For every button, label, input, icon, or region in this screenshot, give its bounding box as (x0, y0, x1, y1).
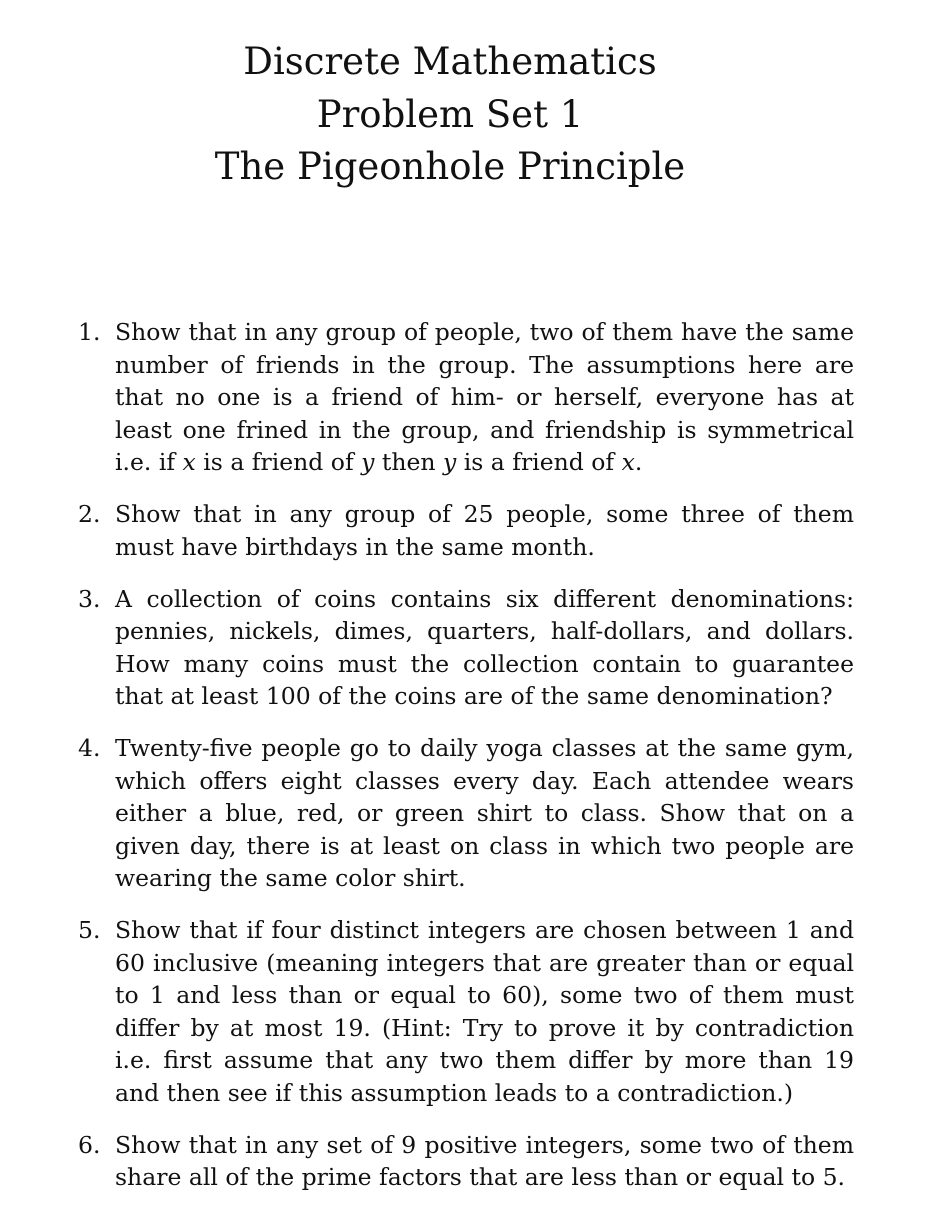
topic-title: The Pigeonhole Principle (214, 145, 686, 188)
math-variable: y (361, 448, 375, 476)
problem-text-part: is a friend of (456, 448, 622, 476)
problem-text: A collection of coins contains six different denominations: pennies, nickels, dimes, quarters, half-dollars, and dollars. How many coins must the collection contain to guarantee that at least 100 of the coins are of the same denomination? (115, 584, 854, 710)
problem-item-2 (78, 498, 854, 563)
problem-text-part: then (374, 448, 443, 476)
problem-text (115, 318, 854, 476)
problem-item-5 (78, 914, 854, 1109)
problem-text: Twenty-five people go to daily yoga classes at the same gym, which offers eight classes every day. Each attendee wears either a blue, red, or green shirt to class. Show that on a given day, there is at least on class in which two people are wearing the same color shirt. (115, 734, 854, 892)
problem-number: 2. (78, 500, 101, 528)
problem-item-4 (78, 732, 854, 895)
document-title (0, 36, 900, 194)
problem-number: 6. (78, 1130, 101, 1159)
problem-text-part: is a friend of (195, 448, 362, 476)
problem-text: Show that in any set of 9 positive integers, some two of them share all of the prime factors that are less than or equal to 5. (115, 1130, 854, 1191)
problem-item-1 (78, 316, 854, 479)
problem-set-title: Problem Set 1 (316, 92, 584, 136)
problem-number: 1. (78, 318, 101, 346)
problem-item-3 (78, 583, 854, 713)
problem-text-part: . (634, 448, 643, 476)
problem-text-part: Show that in any group of people, two of them have the same number of friends in the group. The assumptions here are that no one is a friend of him- or herself, everyone has at least one frined in the group, and friendship is symmetrical i.e. if (115, 318, 854, 476)
problem-list (78, 316, 854, 1213)
math-variable: x (182, 448, 196, 476)
math-variable: x (621, 448, 635, 476)
problem-item-6 (78, 1129, 854, 1194)
problem-number: 4. (78, 734, 101, 762)
course-title: Discrete Mathematics (243, 40, 657, 83)
problem-text: Show that if four distinct integers are chosen between 1 and 60 inclusive (meaning integers that are greater than or equal to 1 and less than or equal to 60), some two of them must differ by at most 19. (Hint: Try to prove it by contradiction i.e. first assume that any two them differ by more than 19 and then see if this assumption leads to a contradiction.) (115, 916, 854, 1107)
problem-number: 5. (78, 916, 101, 944)
problem-number: 3. (78, 584, 101, 613)
math-variable: y (442, 448, 457, 476)
problem-text: Show that in any group of 25 people, some three of them must have birthdays in the same month. (115, 500, 854, 561)
